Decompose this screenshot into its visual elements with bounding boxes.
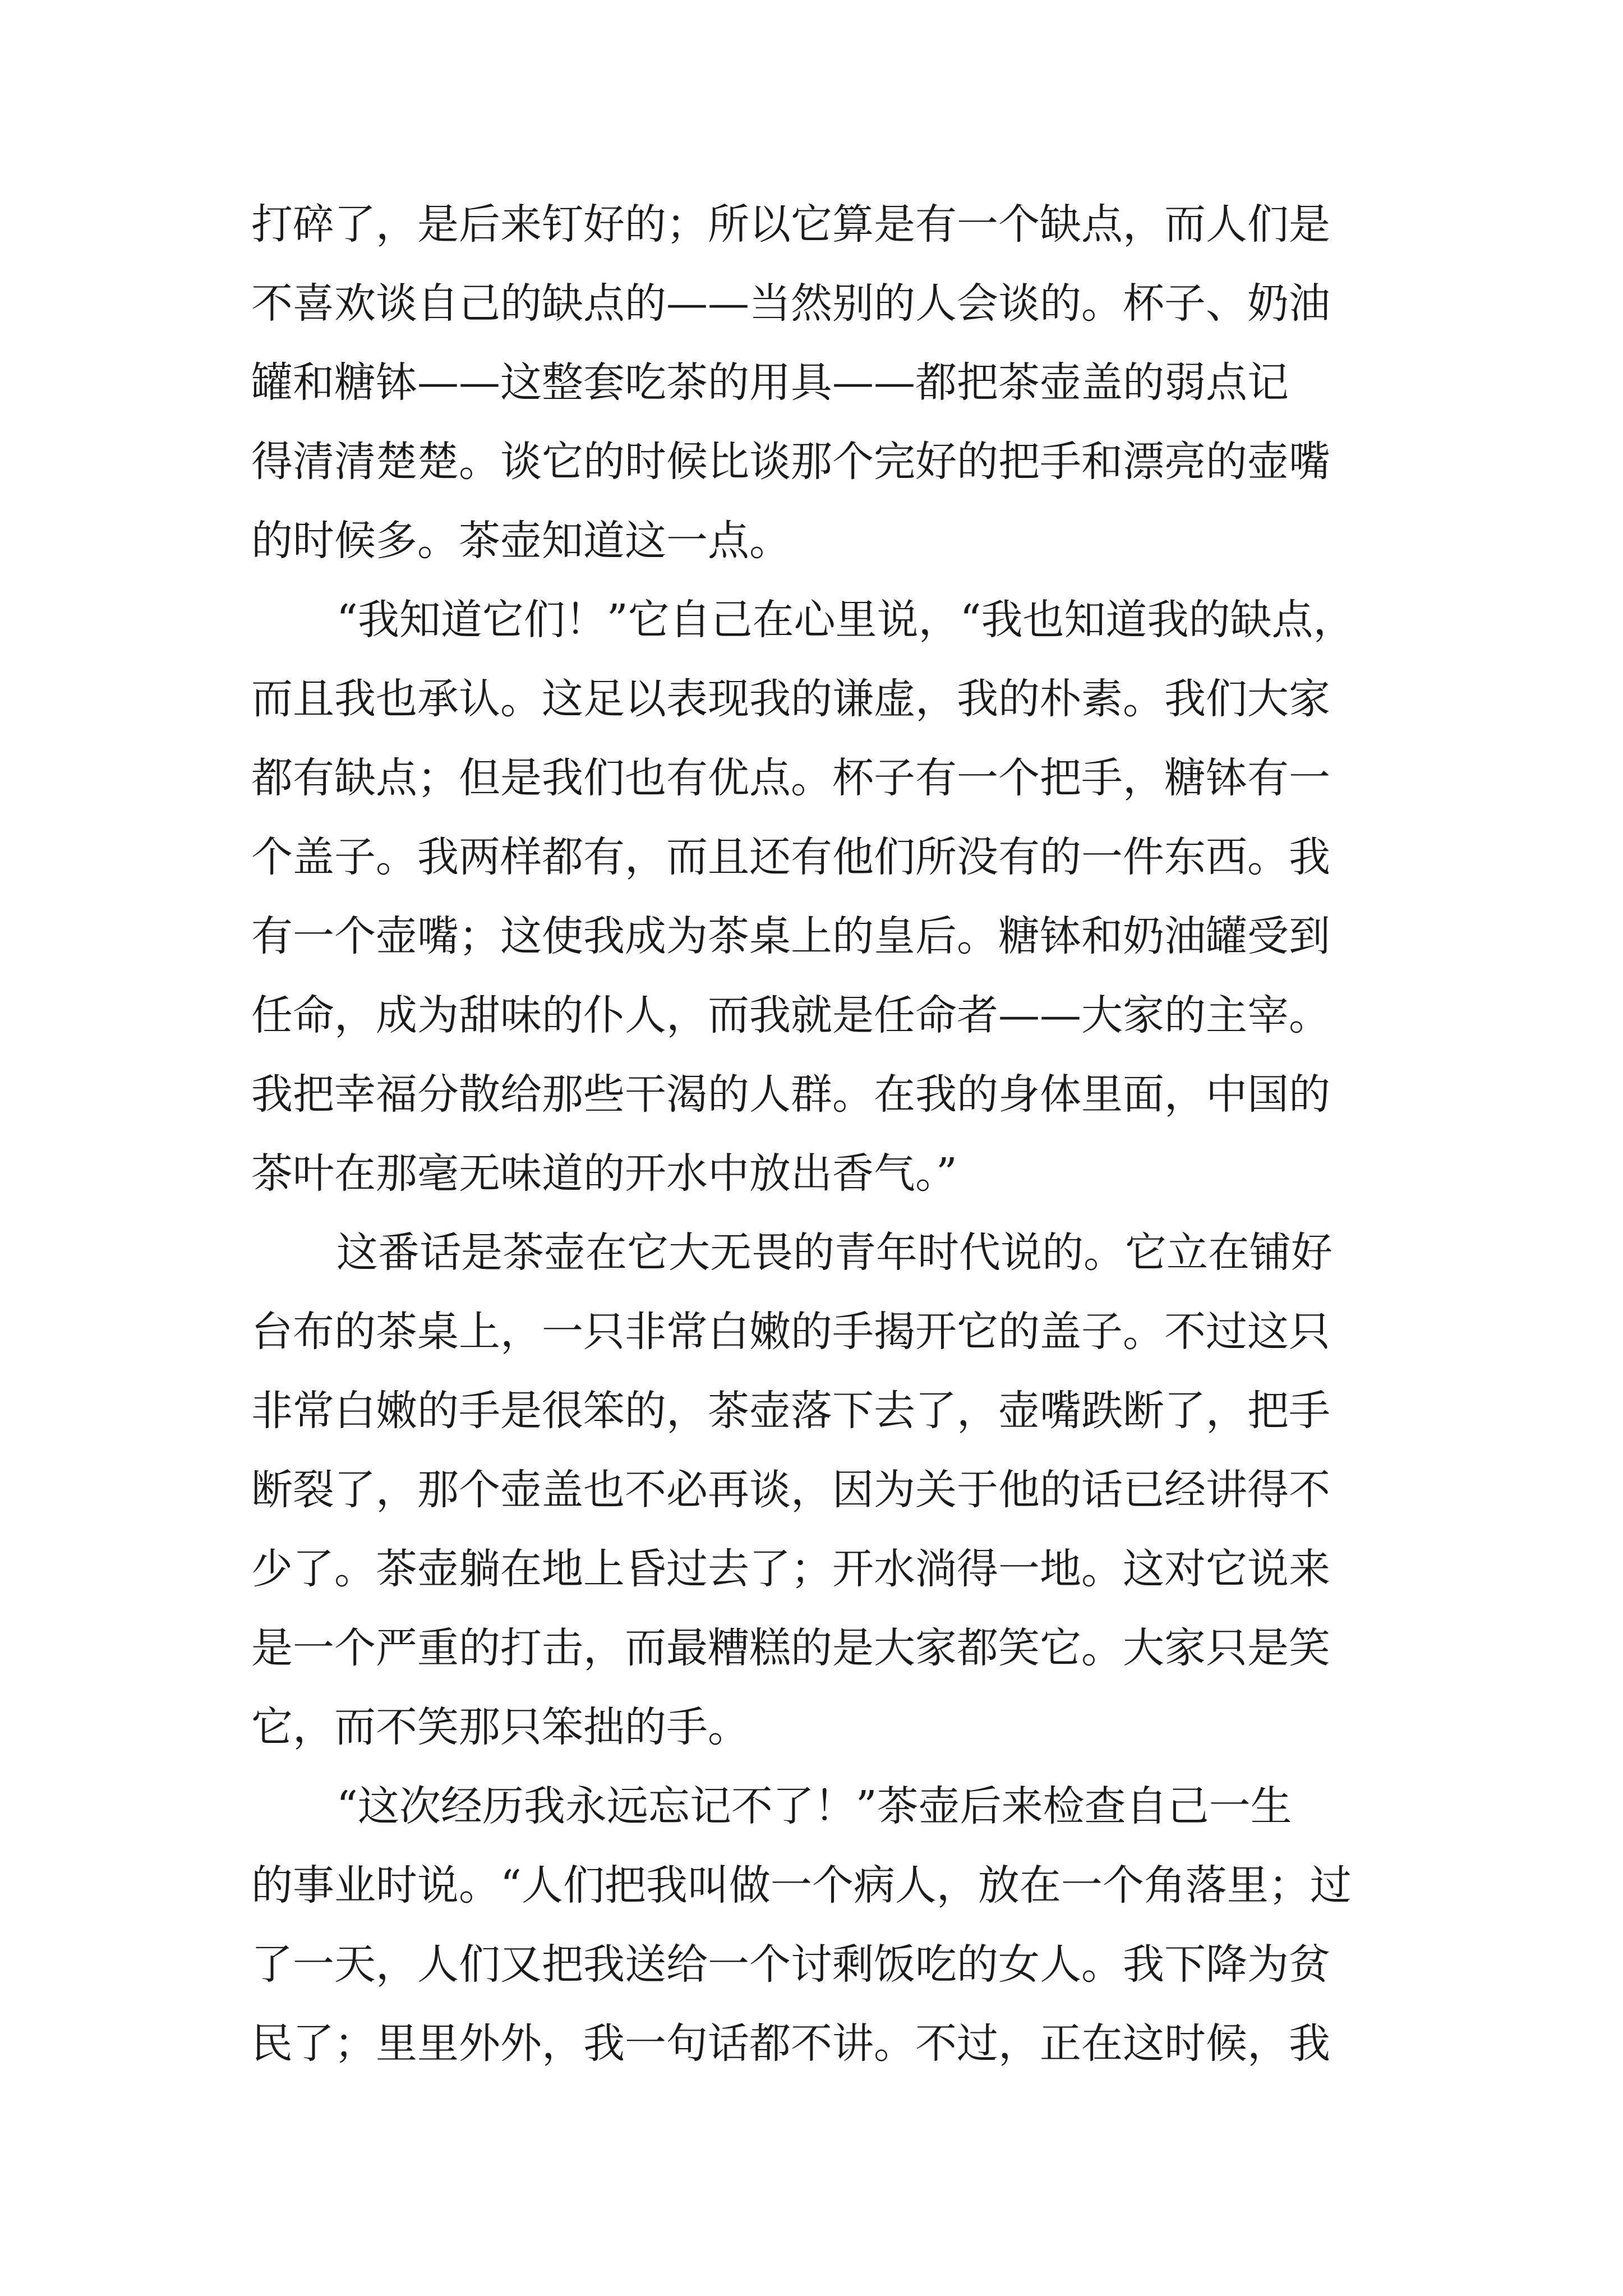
text-line [0, 1213, 1623, 1292]
line-text: 打碎了，是后来钉好的；所以它算是有一个缺点，而人们是 [251, 200, 1330, 249]
line-text: 不喜欢谈自己的缺点的——当然别的人会谈的。杯子、奶油 [251, 279, 1330, 328]
text-line [0, 1688, 1623, 1766]
line-text: 的时候多。茶壶知道这一点。 [251, 517, 791, 565]
line-text: “这次经历我永远忘记不了！”茶壶后来检查自己一生 [336, 1782, 1292, 1830]
text-line [0, 501, 1623, 580]
text-line [0, 1292, 1623, 1371]
text-line [0, 1451, 1623, 1529]
text-line [0, 1372, 1623, 1450]
line-text: 这番话是茶壶在它大无畏的青年时代说的。它立在铺好 [336, 1228, 1332, 1277]
line-text: 罐和糖钵——这整套吃茶的用具——都把茶壶盖的弱点记 [251, 358, 1289, 407]
text-line [0, 1530, 1623, 1608]
text-line [0, 976, 1623, 1055]
text-line [0, 185, 1623, 264]
line-text: 有一个壶嘴；这使我成为茶桌上的皇后。糖钵和奶油罐受到 [251, 912, 1330, 960]
line-text: 是一个严重的打击，而最糟糕的是大家都笑它。大家只是笑 [251, 1624, 1330, 1672]
line-text: 都有缺点；但是我们也有优点。杯子有一个把手，糖钵有一 [251, 754, 1330, 802]
line-text: 断裂了，那个壶盖也不必再谈，因为关于他的话已经讲得不 [251, 1466, 1330, 1514]
line-text: “我知道它们！”它自己在心里说，“我也知道我的缺点， [336, 596, 1355, 644]
text-line [0, 1609, 1623, 1687]
text-line [0, 897, 1623, 976]
text-line [0, 1925, 1623, 2004]
text-line [0, 1846, 1623, 1925]
line-text: 它，而不笑那只笨拙的手。 [251, 1703, 749, 1751]
line-text: 民了；里里外外，我一句话都不讲。不过，正在这时候，我 [251, 2019, 1330, 2068]
line-text: 了一天，人们又把我送给一个讨剩饭吃的女人。我下降为贫 [251, 1940, 1330, 1989]
text-line [0, 422, 1623, 501]
line-text: 任命，成为甜味的仆人，而我就是任命者——大家的主宰。 [251, 991, 1330, 1039]
line-text: 台布的茶桌上，一只非常白嫩的手揭开它的盖子。不过这只 [251, 1308, 1330, 1356]
text-line [0, 2004, 1623, 2083]
line-text: 个盖子。我两样都有，而且还有他们所没有的一件东西。我 [251, 833, 1330, 881]
line-text: 茶叶在那毫无味道的开水中放出香气。” [251, 1149, 957, 1198]
text-line [0, 1055, 1623, 1134]
text-line [0, 264, 1623, 343]
line-text: 我把幸福分散给那些干渴的人群。在我的身体里面，中国的 [251, 1070, 1330, 1119]
line-text: 的事业时说。“人们把我叫做一个病人，放在一个角落里；过 [251, 1861, 1352, 1910]
text-line [0, 1134, 1623, 1213]
text-line [0, 660, 1623, 738]
line-text: 少了。茶壶躺在地上昏过去了；开水淌得一地。这对它说来 [251, 1545, 1330, 1593]
text-line [0, 581, 1623, 659]
line-text: 得清清楚楚。谈它的时候比谈那个完好的把手和漂亮的壶嘴 [251, 438, 1330, 486]
line-text: 非常白嫩的手是很笨的，茶壶落下去了，壶嘴跌断了，把手 [251, 1387, 1330, 1435]
line-text: 而且我也承认。这足以表现我的谦虚，我的朴素。我们大家 [251, 675, 1330, 723]
text-line [0, 343, 1623, 422]
text-line [0, 1767, 1623, 1846]
text-line [0, 739, 1623, 817]
text-line [0, 818, 1623, 896]
